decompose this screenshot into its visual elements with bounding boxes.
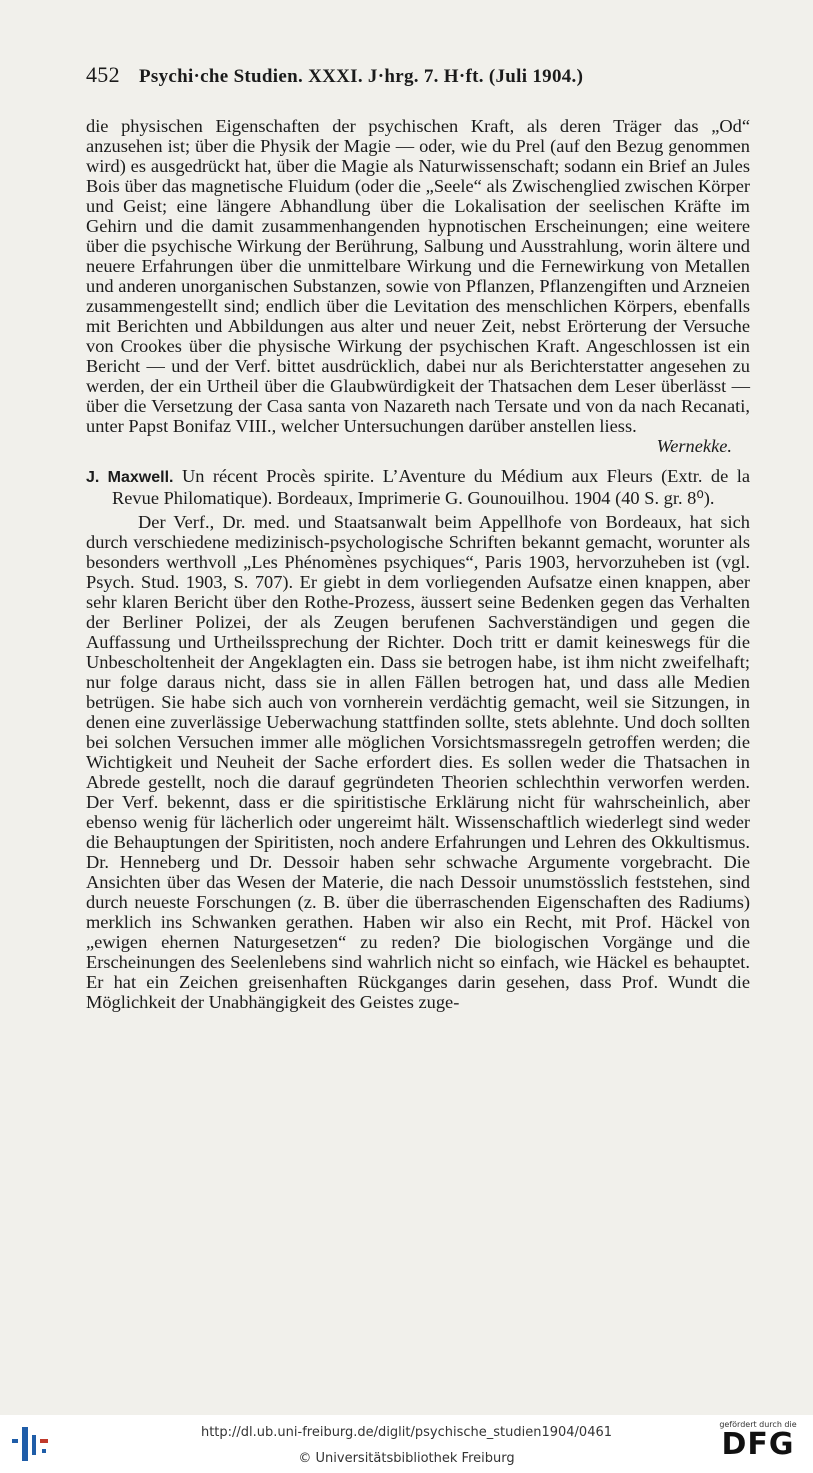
entry-title: Un récent Procès spirite. L’Aventure du Médium aux Fleurs (Extr. de la Revue Philomatique). Bordeaux, Imprimerie G. Gounouilhou. 1904 (40 S. gr. 8⁰). xyxy=(112,466,750,508)
permalink-url[interactable]: http://dl.ub.uni-freiburg.de/diglit/psychische_studien1904/0461 xyxy=(200,1425,613,1440)
paragraph-2: Der Verf., Dr. med. und Staatsanwalt beim Appellhofe von Bordeaux, hat sich durch verschiedene medizinisch-psychologische Schriften bekannt gemacht, worunter als besonders werthvoll „Les Phénomènes psychiques“, Paris 1903, hervorzuheben ist (vgl. Psych. Stud. 1903, S. 707). Er giebt in dem vorliegenden Aufsatze einen knappen, aber sehr klaren Bericht über den Rothe-Prozess, äussert seine Bedenken gegen das Verhalten der Berliner Polizei, der als Zeugen berufenen Sachverständigen und gegen die Auffassung und Urtheilssprechung der Richter. Doch tritt er damit keineswegs für die Unbescholtenheit der Angeklagten ein. Dass sie betrogen habe, ist ihm nicht zweifelhaft; nur folge daraus nicht, dass sie in allen Fällen betrogen hat, und dass alle Medien betrügen. Sie habe sich auch von vornherein verdächtig gemacht, weil sie Sitzungen, in denen eine zuverlässige Ueberwachung stattfinden sollte, stets ablehnte. Und doch sollten bei solchen Versuchen immer alle möglichen Vorsichtsmassregeln getroffen werden; die Wichtigkeit und Neuheit der Sache erfordert dies. Es sollen weder die Thatsachen in Abrede gestellt, noch die darauf gegründeten Theorien schlechthin verworfen werden. Der Verf. bekennt, dass er die spiritistische Erklärung nicht für wahrscheinlich, aber ebenso wenig für lächerlich oder ungereimt hält. Wissenschaftlich wiederlegt sind weder die Behauptungen der Spiritisten, noch andere Erfahrungen und Lehren des Okkultismus. Dr. Henneberg und Dr. Dessoir haben sehr schwache Argumente vorgebracht. Die Ansichten über das Wesen der Materie, die nach Dessoir unumstösslich feststehen, sind durch neueste Forschungen (z. B. über die überraschenden Eigenschaften des Radiums) merklich ins Schwanken gerathen. Haben wir also ein Recht, mit Prof. Häckel von „ewigen ehernen Naturgesetzen“ zu reden? Die biologischen Vorgänge und die Erscheinungen des Seelenlebens sind wahrlich nicht so einfach, wie Häckel es behauptet. Er hat ein Zeichen greisenhaften Rückganges darin gesehen, dass Prof. Wundt die Möglichkeit der Unabhängigkeit des Geistes zuge- xyxy=(86,512,750,1012)
copyright-notice: © Universitätsbibliothek Freiburg xyxy=(298,1451,515,1466)
viewer-footer xyxy=(0,1415,813,1473)
reviewer-signature: Wernekke. xyxy=(656,436,732,456)
entry-author: J. Maxwell. xyxy=(86,469,174,486)
paragraph-1: die physischen Eigenschaften der psychischen Kraft, als deren Träger das „Od“ anzusehen ist; über die Physik der Magie — oder, wie du Prel (auf den Bezug genommen wird) es ausgedrückt hat, über die Magie als Naturwissenschaft; sodann ein Brief an Jules Bois über das magnetische Fluidum (oder die „Seele“ als Zwischenglied zwischen Körper und Geist; eine längere Abhandlung über die Lokalisation der seelischen Kräfte im Gehirn und die damit zusammenhangenden hypnotischen Erscheinungen; eine weitere über die psychische Wirkung der Berührung, Salbung und Ausstrahlung, worin ältere und neuere Erfahrungen über die unmittelbare Wirkung und die Fernewirkung von Metallen und anderen unorganischen Substanzen, sowie von Pflanzen, Pflanzengiften und Arzneien zusammengestellt sind; endlich über die Levitation des menschlichen Körpers, ebenfalls mit Berichten und Abbildungen aus alter und neuer Zeit, nebst Erörterung der Versuche von Crookes über die physische Wirkung der psychischen Kraft. Angeschlossen ist ein Bericht — und der Verf. bittet ausdrücklich, dabei nur als Berichterstatter angesehen zu werden, der ein Urtheil über die Glaubwürdigkeit der Thatsachen dem Leser überlässt — über die Versetzung der Casa santa von Nazareth nach Tersate und von da nach Recanati, unter Papst Bonifaz VIII., welcher Untersuchungen darüber anstellen liess. xyxy=(86,116,750,436)
dfg-caption: gefördert durch die xyxy=(719,1420,797,1429)
dfg-logo xyxy=(713,1420,803,1468)
page-number: 452 xyxy=(86,62,120,87)
body-text xyxy=(86,116,750,1012)
running-header xyxy=(86,62,746,88)
running-title: Psychi·che Studien. XXXI. J·hrg. 7. H·ft. (Juli 1904.) xyxy=(138,66,584,87)
dfg-mark: DFG xyxy=(721,1427,795,1462)
bibliographic-entry xyxy=(86,466,750,508)
